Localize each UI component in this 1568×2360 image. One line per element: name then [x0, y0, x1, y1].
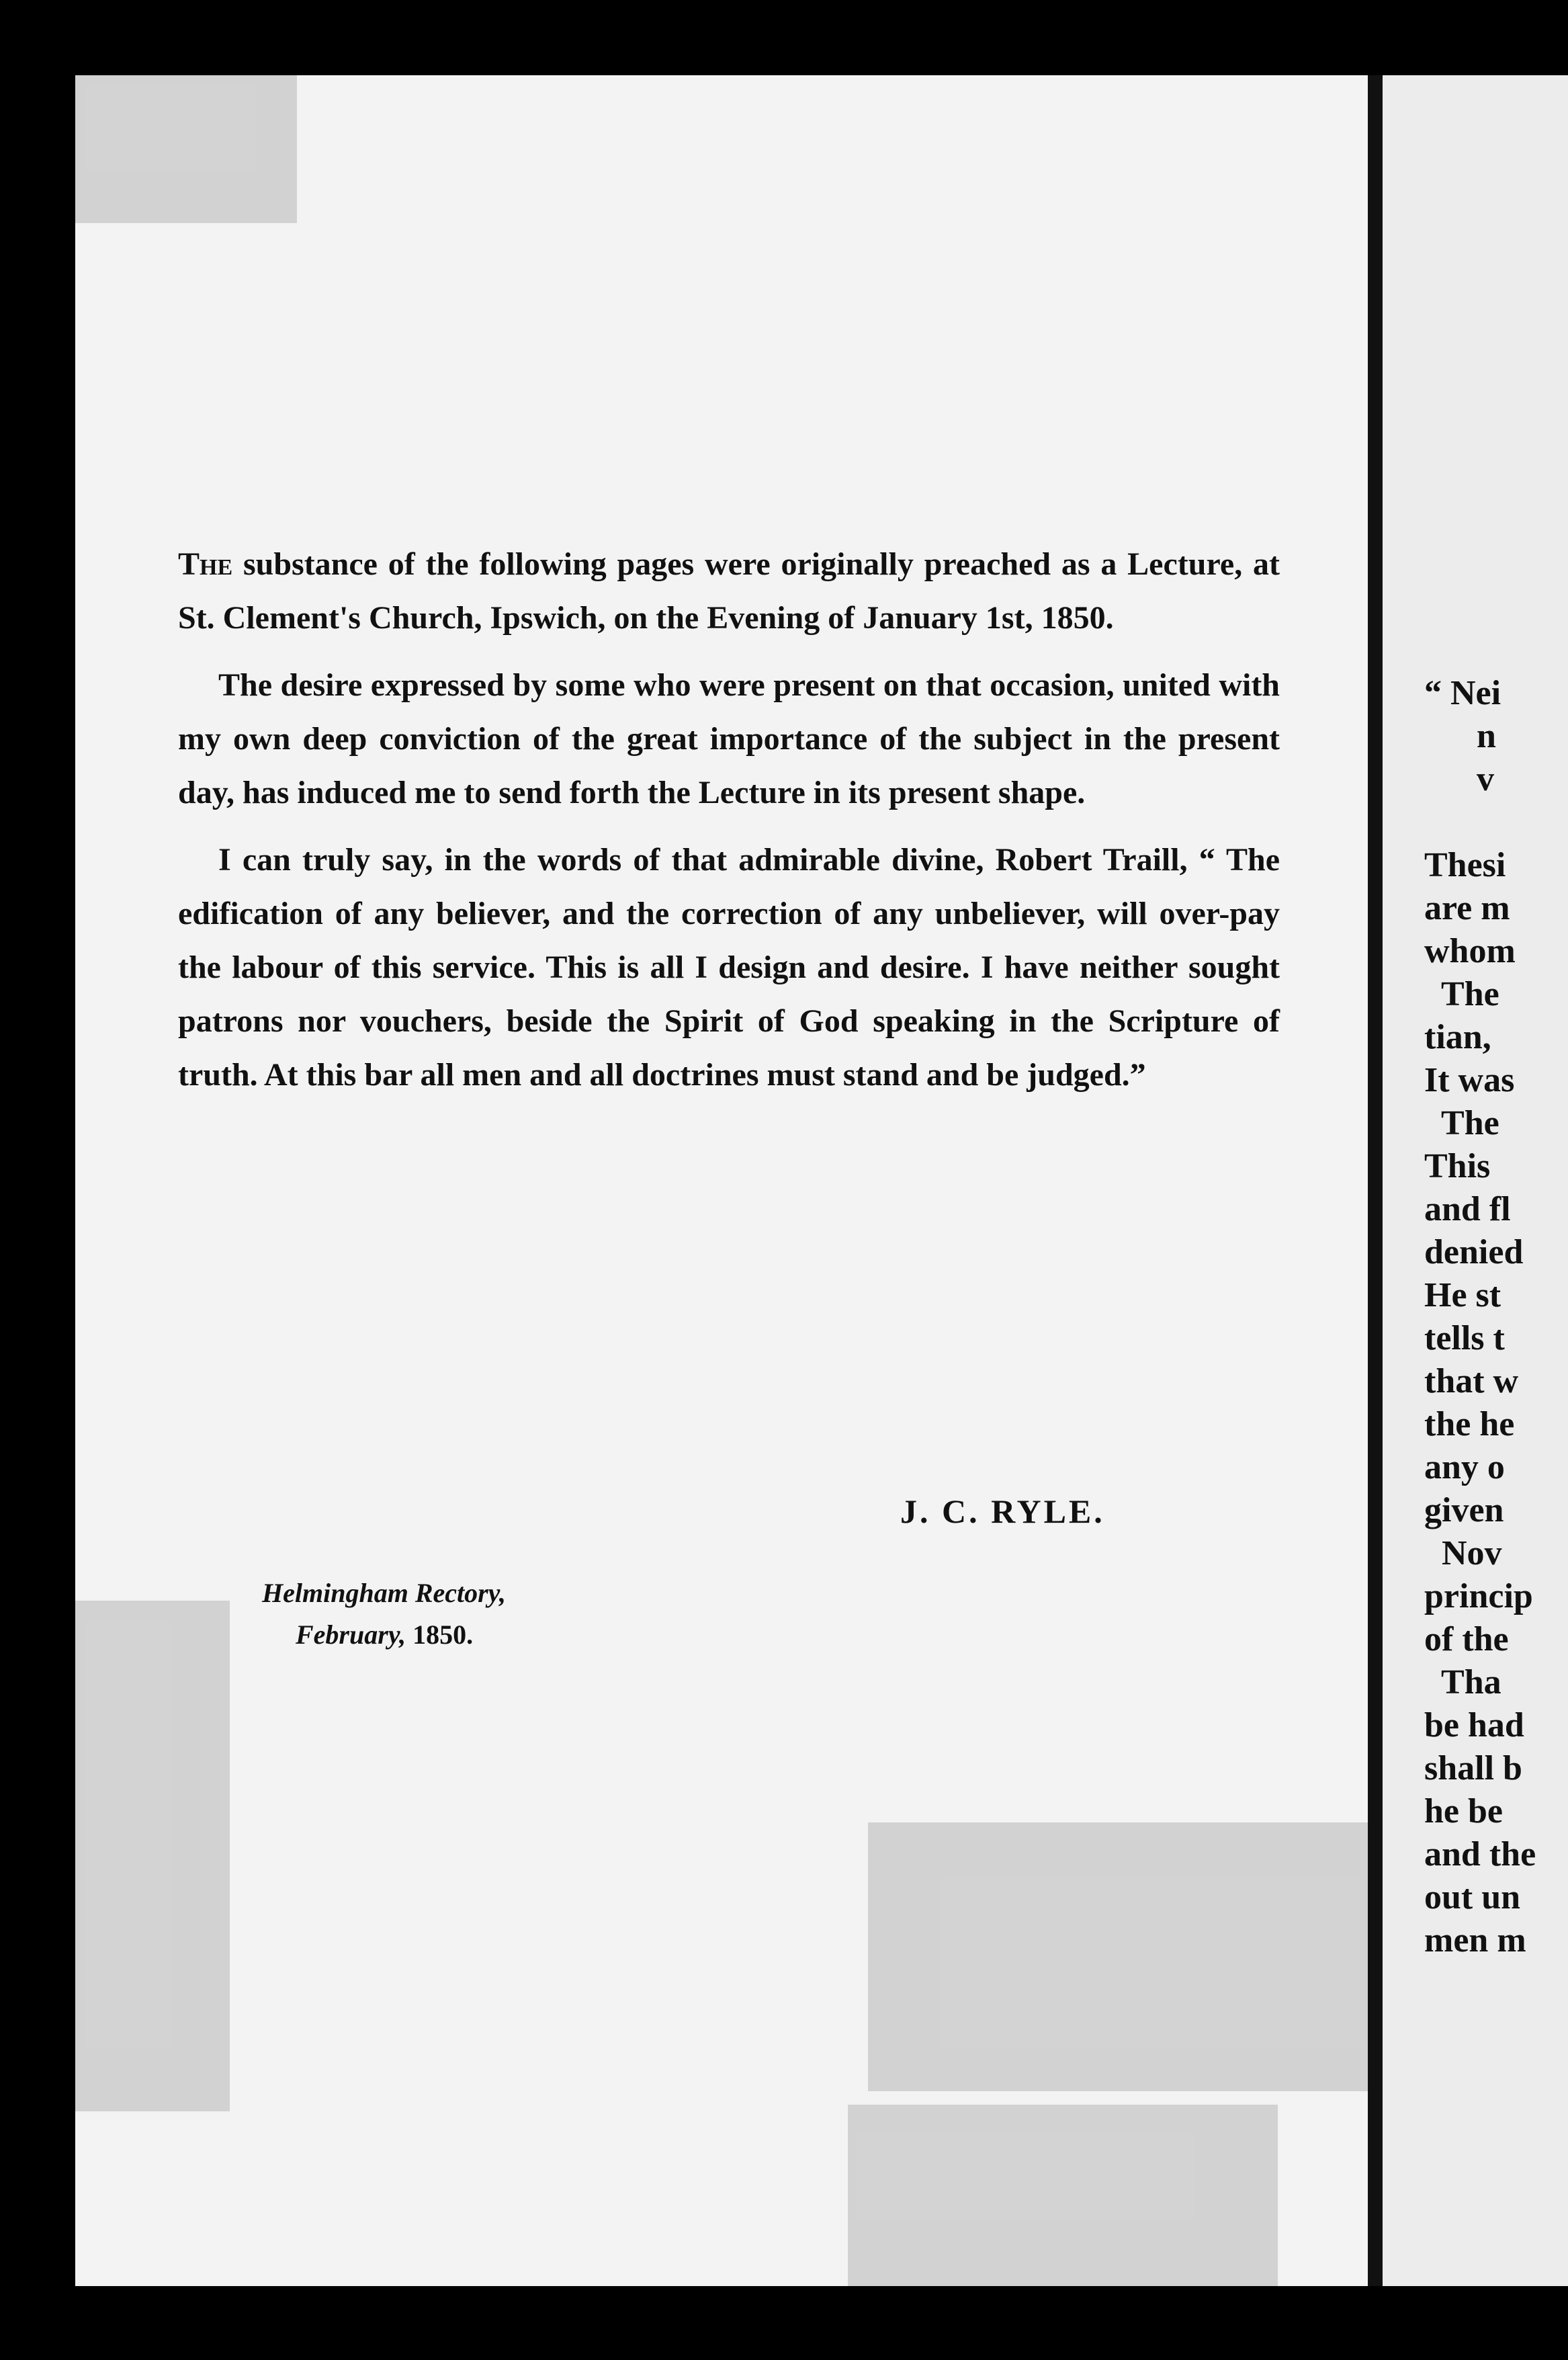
- facing-page-line: The: [1424, 1104, 1499, 1142]
- facing-page-line: whom: [1424, 932, 1516, 970]
- facing-page-line: he be: [1424, 1792, 1512, 1830]
- facing-page-line: that w: [1424, 1362, 1519, 1400]
- facing-page-line: Thesi: [1424, 846, 1506, 884]
- facing-page-line: tian,: [1424, 1018, 1500, 1056]
- paper-stain: [75, 75, 297, 223]
- facing-page-line: denied: [1424, 1233, 1524, 1271]
- facing-page-line: [1424, 801, 1536, 844]
- facing-page-line: any o: [1424, 1448, 1505, 1486]
- facing-page-line: princip: [1424, 1577, 1533, 1615]
- left-page: [75, 75, 1368, 2286]
- place-line: Helmingham Rectory,: [262, 1578, 506, 1608]
- author-signature: J. C. RYLE.: [900, 1492, 1105, 1530]
- facing-page-line: are m: [1424, 889, 1510, 927]
- facing-page-line: v: [1424, 760, 1494, 798]
- facing-page-line: be had: [1424, 1706, 1524, 1744]
- place-and-date: [262, 1572, 506, 1656]
- facing-page-line: The: [1424, 975, 1499, 1013]
- facing-page-line: the he: [1424, 1405, 1515, 1443]
- book-spine: [1368, 75, 1383, 2286]
- facing-page-line: shall b: [1424, 1749, 1522, 1787]
- paper-stain: [848, 2105, 1278, 2286]
- facing-page-line: men m: [1424, 1921, 1526, 1959]
- preface-paragraph: I can truly say, in the words of that admirable divine, Robert Traill, “ The edification of any believer, and the correction of any unbeliever, will over-pay the labour of this service. This is all I design and desire. I have neither sought patrons nor vouchers, beside the Spirit of God speaking in the Scripture of truth. At this bar all men and all doctrines must stand and be judged.”: [178, 842, 1280, 1093]
- facing-page-line: and the: [1424, 1835, 1536, 1873]
- preface-paragraph: The desire expressed by some who were present on that occasion, united with my own deep conviction of the great importance of the subject in the present day, has induced me to send forth the Lecture in its present shape.: [178, 667, 1280, 810]
- date-line: February, 1850.: [296, 1619, 474, 1650]
- facing-page-line: It was: [1424, 1061, 1515, 1099]
- facing-page-line: out un: [1424, 1878, 1521, 1916]
- facing-page-line: and fl: [1424, 1190, 1511, 1228]
- paper-stain: [75, 1601, 230, 2111]
- preface-paragraph: The substance of the following pages were originally preached as a Lecture, at St. Clement's Church, Ipswich, on the Evening of January 1st, 1850.: [178, 546, 1280, 636]
- facing-page-line: of the: [1424, 1620, 1518, 1658]
- facing-page-line: This: [1424, 1147, 1499, 1185]
- facing-page-line: Tha: [1424, 1663, 1501, 1701]
- preface-lead-word: The: [178, 546, 233, 582]
- facing-page-line: n: [1424, 717, 1496, 755]
- facing-page-line: Nov: [1424, 1534, 1502, 1572]
- paper-stain: [868, 1822, 1368, 2091]
- facing-page-line: “ Nei: [1424, 674, 1501, 712]
- preface-text: [178, 538, 1280, 1115]
- facing-page-line: tells t: [1424, 1319, 1505, 1357]
- facing-page-text: [1424, 672, 1536, 1962]
- facing-page-line: given: [1424, 1491, 1513, 1529]
- facing-page-line: He st: [1424, 1276, 1501, 1314]
